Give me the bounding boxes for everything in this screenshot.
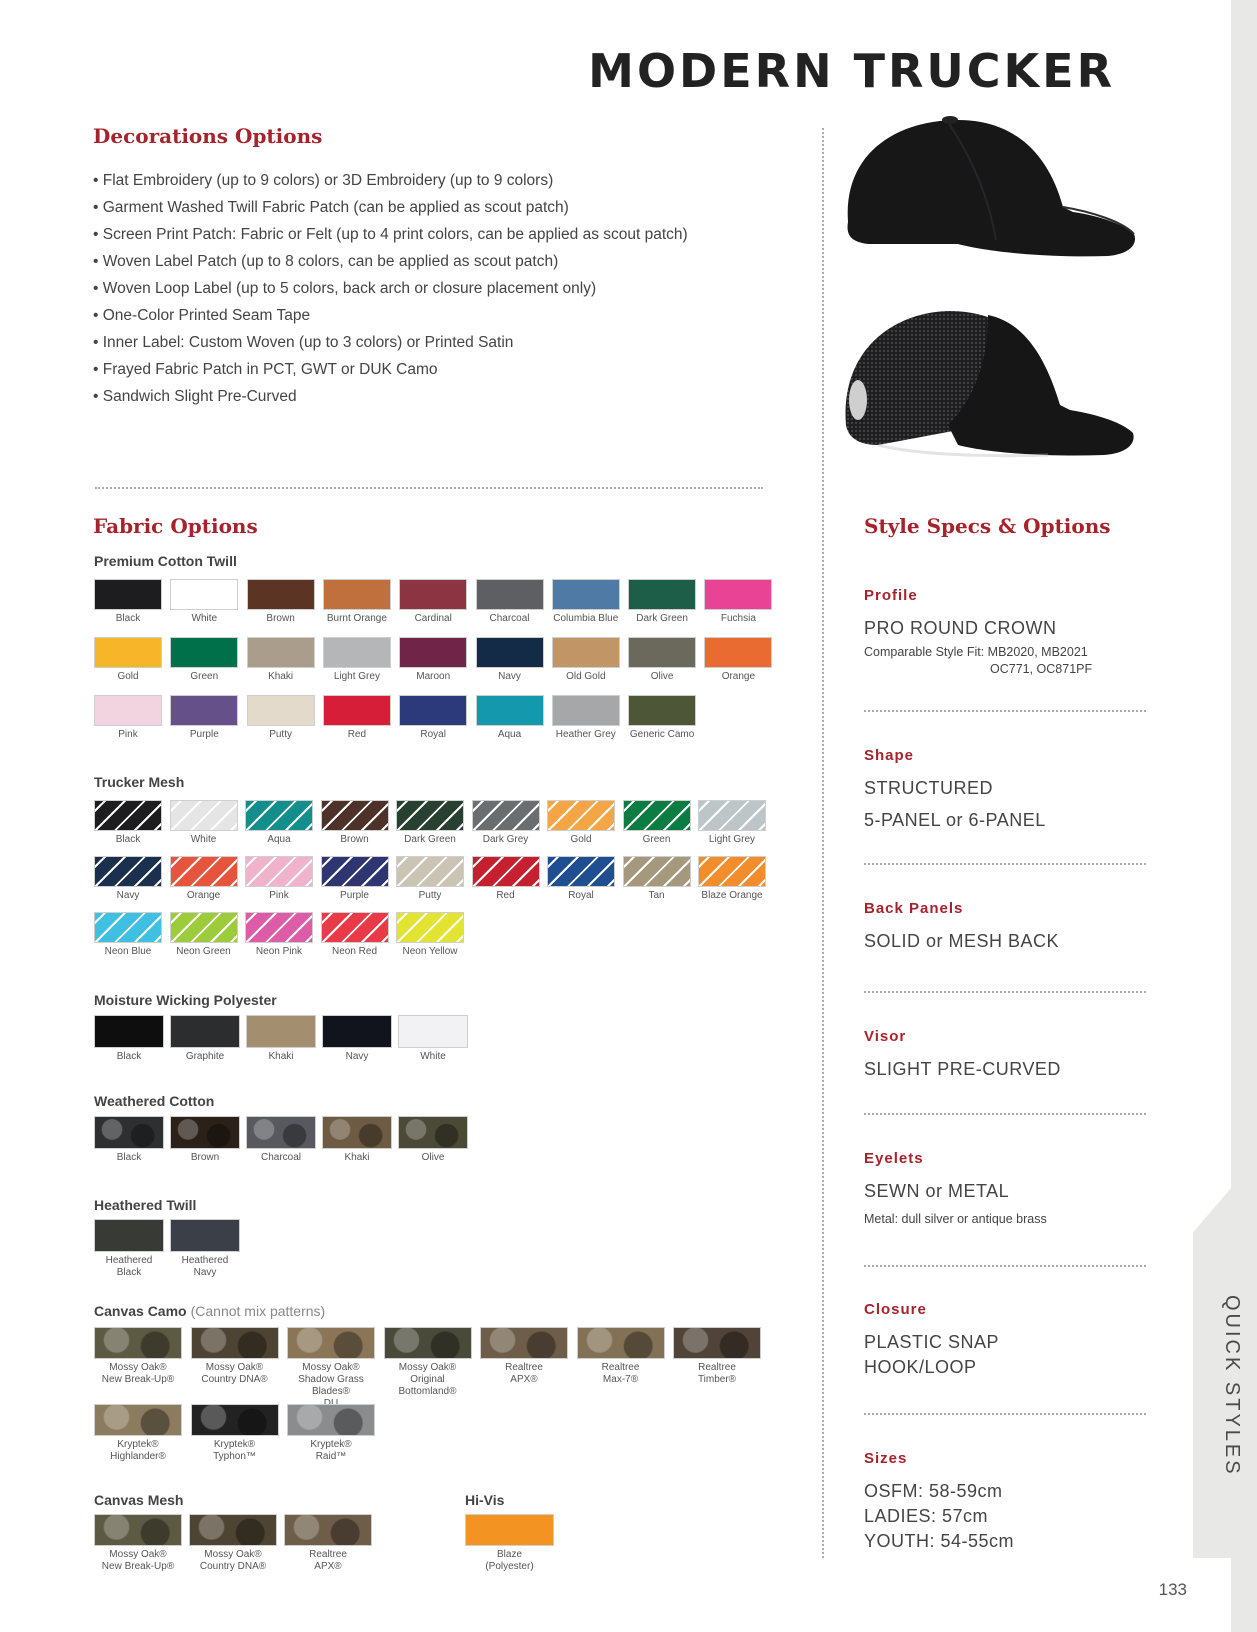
- spec-divider: [864, 1413, 1146, 1415]
- swatch-color: [94, 695, 162, 726]
- swatch-mesh: [623, 856, 691, 902]
- swatch-label: Mossy Oak® Country DNA®: [199, 1549, 267, 1572]
- swatch-color: [170, 1116, 240, 1149]
- swatch-color: [247, 579, 315, 610]
- swatch-twill: [399, 579, 467, 625]
- swatch-color: [246, 1116, 316, 1149]
- swatch-label: Dark Green: [404, 834, 456, 845]
- swatch-label: Black: [116, 1051, 142, 1062]
- swatch-color: [323, 637, 391, 668]
- swatch-mesh: [396, 856, 464, 902]
- swatch-color: [399, 695, 467, 726]
- swatch-twill: [323, 637, 391, 683]
- swatch-label: Khaki: [268, 671, 294, 682]
- swatch-color: [547, 800, 615, 831]
- swatch-mesh: [472, 856, 540, 902]
- specs-heading: Style Specs & Options: [864, 514, 1111, 538]
- swatch-label: Blaze Orange: [701, 890, 763, 901]
- swatch-twill: [552, 579, 620, 625]
- swatch-twill: [323, 695, 391, 741]
- closure-value-1: PLASTIC SNAP: [864, 1332, 1000, 1352]
- swatch-color: [94, 637, 162, 668]
- swatch-color: [623, 856, 691, 887]
- swatch-color: [94, 1116, 164, 1149]
- swatch-label: Navy: [116, 890, 140, 901]
- swatch-color: [170, 695, 238, 726]
- swatch-label: Mossy Oak® New Break-Up®: [101, 1549, 175, 1572]
- swatch-color: [321, 856, 389, 887]
- swatch-label: Heathered Black: [105, 1255, 153, 1278]
- swatch-color: [94, 856, 162, 887]
- swatch-label: Purple: [340, 890, 369, 901]
- swatch-color: [552, 695, 620, 726]
- swatch-color: [399, 579, 467, 610]
- swatch-weathered: [398, 1116, 468, 1164]
- swatch-color: [396, 912, 464, 943]
- swatch-label: Burnt Orange: [326, 613, 387, 624]
- decoration-item: • Woven Label Patch (up to 8 colors, can be applied as scout patch): [93, 253, 559, 270]
- swatch-color: [287, 1404, 375, 1436]
- swatch-twill: [552, 695, 620, 741]
- swatch-color: [170, 637, 238, 668]
- camo-note: (Cannot mix patterns): [190, 1303, 326, 1319]
- swatch-twill: [247, 579, 315, 625]
- swatch-twill: [628, 579, 696, 625]
- swatch-mesh: [321, 912, 389, 958]
- swatch-color: [170, 579, 238, 610]
- swatch-camo: [191, 1404, 279, 1463]
- eyelets-label: Eyelets: [864, 1150, 924, 1167]
- decoration-item: • Frayed Fabric Patch in PCT, GWT or DUK Camo: [93, 361, 438, 378]
- swatch-mesh: [170, 912, 238, 958]
- mesh-title: Trucker Mesh: [94, 774, 185, 790]
- swatch-color: [628, 579, 696, 610]
- swatch-twill: [170, 637, 238, 683]
- page-title: MODERN TRUCKER: [588, 44, 1115, 98]
- swatch-label: Orange: [721, 671, 756, 682]
- decorations-heading: Decorations Options: [93, 124, 323, 148]
- swatch-label: Light Grey: [708, 834, 756, 845]
- swatch-color: [245, 800, 313, 831]
- sizes-label: Sizes: [864, 1450, 908, 1467]
- swatch-label: Columbia Blue: [553, 613, 619, 624]
- sizes-value-1: OSFM: 58-59cm: [864, 1481, 1003, 1501]
- swatch-camo: [191, 1327, 279, 1386]
- camo-title: [94, 1303, 325, 1319]
- swatch-label: Royal: [420, 729, 446, 740]
- swatch-camo: [577, 1327, 665, 1386]
- decoration-item: • Sandwich Slight Pre-Curved: [93, 388, 297, 405]
- swatch-label: Generic Camo: [629, 729, 695, 740]
- swatch-color: [189, 1514, 277, 1546]
- swatch-weathered: [170, 1116, 240, 1164]
- swatch-mesh: [321, 856, 389, 902]
- swatch-camo: [94, 1327, 182, 1386]
- swatch-weathered: [246, 1116, 316, 1164]
- swatch-label: Heathered Navy: [181, 1255, 229, 1278]
- swatch-color: [94, 1514, 182, 1546]
- swatch-color: [476, 579, 544, 610]
- column-divider: [822, 128, 824, 1558]
- swatch-label: Pink: [118, 729, 138, 740]
- closure-label: Closure: [864, 1301, 927, 1318]
- swatch-color: [323, 579, 391, 610]
- swatch-label: White: [191, 613, 218, 624]
- swatch-label: White: [420, 1051, 446, 1062]
- swatch-label: Realtree APX®: [309, 1549, 347, 1572]
- decoration-item: • Inner Label: Custom Woven (up to 3 colors) or Printed Satin: [93, 334, 514, 351]
- decoration-item: • Woven Loop Label (up to 5 colors, back arch or closure placement only): [93, 280, 597, 297]
- swatch-label: Red: [347, 729, 367, 740]
- weathered-title: Weathered Cotton: [94, 1093, 215, 1109]
- profile-note-2: OC771, OC871PF: [990, 662, 1093, 676]
- swatch-label: Orange: [186, 890, 221, 901]
- swatch-label: Mossy Oak® Country DNA®: [201, 1362, 268, 1385]
- swatch-twill: [476, 579, 544, 625]
- swatch-hivis: [465, 1514, 554, 1573]
- profile-label: Profile: [864, 587, 918, 604]
- swatch-color: [94, 579, 162, 610]
- swatch-color: [704, 579, 772, 610]
- swatch-color: [384, 1327, 472, 1359]
- swatch-camo: [287, 1404, 375, 1463]
- fabric-heading: Fabric Options: [93, 514, 258, 538]
- swatch-color: [673, 1327, 761, 1359]
- swatch-poly: [398, 1015, 468, 1063]
- swatch-color: [94, 800, 162, 831]
- section-divider: [95, 487, 763, 489]
- swatch-label: Light Grey: [333, 671, 380, 682]
- swatch-label: Khaki: [344, 1152, 370, 1163]
- swatch-label: Green: [642, 834, 671, 845]
- swatch-color: [552, 579, 620, 610]
- swatch-color: [247, 637, 315, 668]
- swatch-label: Black: [115, 834, 141, 845]
- swatch-label: Olive: [650, 671, 674, 682]
- swatch-mesh: [396, 912, 464, 958]
- swatch-label: Olive: [421, 1152, 445, 1163]
- swatch-color: [322, 1015, 392, 1048]
- swatch-color: [704, 637, 772, 668]
- spec-divider: [864, 1265, 1146, 1267]
- back-panels-label: Back Panels: [864, 900, 964, 917]
- swatch-label: Neon Green: [176, 946, 231, 957]
- swatch-label: Fuchsia: [720, 613, 756, 624]
- swatch-label: Aqua: [497, 729, 522, 740]
- swatch-label: Maroon: [416, 671, 451, 682]
- swatch-label: Kryptek® Raid™: [310, 1439, 352, 1462]
- swatch-label: Neon Pink: [255, 946, 303, 957]
- swatch-label: Gold: [117, 671, 139, 682]
- swatch-color: [245, 912, 313, 943]
- swatch-mesh: [698, 800, 766, 846]
- swatch-mesh: [94, 800, 162, 846]
- swatch-color: [170, 1219, 240, 1252]
- swatch-color: [472, 856, 540, 887]
- swatch-color: [698, 800, 766, 831]
- swatch-color: [246, 1015, 316, 1048]
- page-number: 133: [1158, 1580, 1187, 1599]
- decoration-item: • Garment Washed Twill Fabric Patch (can be applied as scout patch): [93, 199, 569, 216]
- swatch-mesh: [698, 856, 766, 902]
- swatch-label: Red: [496, 890, 515, 901]
- swatch-color: [628, 695, 696, 726]
- twill-title: Premium Cotton Twill: [94, 553, 237, 569]
- decoration-item: • Screen Print Patch: Fabric or Felt (up to 4 print colors, can be applied as scout patch): [93, 226, 688, 243]
- swatch-color: [465, 1514, 554, 1546]
- swatch-color: [170, 800, 238, 831]
- swatch-heathered: [170, 1219, 240, 1279]
- swatch-label: Black: [116, 1152, 142, 1163]
- swatch-label: Mossy Oak® New Break-Up®: [101, 1362, 175, 1385]
- swatch-mesh: [396, 800, 464, 846]
- swatch-poly: [322, 1015, 392, 1063]
- swatch-color: [396, 800, 464, 831]
- swatch-color: [399, 637, 467, 668]
- swatch-color: [623, 800, 691, 831]
- swatch-mesh: [623, 800, 691, 846]
- swatch-label: Gold: [570, 834, 592, 845]
- back-panels-value: SOLID or MESH BACK: [864, 931, 1060, 951]
- decoration-item: • Flat Embroidery (up to 9 colors) or 3D Embroidery (up to 9 colors): [93, 172, 554, 189]
- swatch-twill: [704, 637, 772, 683]
- swatch-label: Navy: [498, 671, 521, 682]
- swatch-twill: [476, 637, 544, 683]
- eyelets-value: SEWN or METAL: [864, 1181, 1010, 1201]
- swatch-color: [476, 637, 544, 668]
- swatch-twill: [94, 695, 162, 741]
- swatch-mesh: [245, 856, 313, 902]
- swatch-mesh: [547, 800, 615, 846]
- swatch-canvas_mesh: [189, 1514, 277, 1573]
- swatch-color: [94, 1327, 182, 1359]
- profile-note: Comparable Style Fit: MB2020, MB2021: [864, 645, 1088, 659]
- heathered-title: Heathered Twill: [94, 1197, 197, 1213]
- swatch-color: [472, 800, 540, 831]
- swatch-color: [191, 1327, 279, 1359]
- swatch-mesh: [170, 800, 238, 846]
- swatch-label: Realtree Timber®: [697, 1362, 737, 1385]
- swatch-color: [698, 856, 766, 887]
- swatch-twill: [704, 579, 772, 625]
- swatch-label: Pink: [269, 890, 289, 901]
- swatch-camo: [287, 1327, 375, 1410]
- swatch-twill: [552, 637, 620, 683]
- swatch-color: [322, 1116, 392, 1149]
- swatch-color: [552, 637, 620, 668]
- sizes-value-2: LADIES: 57cm: [864, 1506, 989, 1526]
- swatch-label: Putty: [418, 890, 442, 901]
- swatch-weathered: [94, 1116, 164, 1164]
- swatch-poly: [94, 1015, 164, 1063]
- swatch-color: [94, 1219, 164, 1252]
- swatch-label: Black: [115, 613, 141, 624]
- swatch-label: Green: [190, 671, 219, 682]
- swatch-mesh: [547, 856, 615, 902]
- swatch-color: [323, 695, 391, 726]
- swatch-color: [480, 1327, 568, 1359]
- swatch-label: Kryptek® Highlander®: [110, 1439, 166, 1462]
- profile-value: PRO ROUND CROWN: [864, 618, 1057, 638]
- swatch-mesh: [94, 912, 162, 958]
- swatch-label: Blaze (Polyester): [485, 1549, 534, 1572]
- shape-value-1: STRUCTURED: [864, 778, 993, 798]
- swatch-color: [247, 695, 315, 726]
- spec-divider: [864, 1113, 1146, 1115]
- swatch-label: Putty: [269, 729, 292, 740]
- swatch-twill: [94, 637, 162, 683]
- swatch-label: Charcoal: [489, 613, 530, 624]
- swatch-color: [398, 1015, 468, 1048]
- swatch-camo: [673, 1327, 761, 1386]
- spec-divider: [864, 863, 1146, 865]
- visor-value: SLIGHT PRE-CURVED: [864, 1059, 1061, 1079]
- swatch-mesh: [472, 800, 540, 846]
- swatch-label: Navy: [345, 1051, 369, 1062]
- hivis-title: Hi-Vis: [465, 1492, 505, 1508]
- swatch-label: Royal: [568, 890, 594, 901]
- swatch-label: Neon Yellow: [402, 946, 458, 957]
- swatch-color: [321, 800, 389, 831]
- swatch-twill: [170, 579, 238, 625]
- swatch-color: [547, 856, 615, 887]
- swatch-mesh: [245, 800, 313, 846]
- swatch-label: Charcoal: [260, 1152, 302, 1163]
- swatch-label: Khaki: [268, 1051, 294, 1062]
- swatch-color: [170, 856, 238, 887]
- swatch-camo: [94, 1404, 182, 1463]
- swatch-label: Brown: [340, 834, 369, 845]
- swatch-label: Mossy Oak® Original Bottomland®: [398, 1362, 457, 1397]
- swatch-label: Graphite: [185, 1051, 225, 1062]
- swatch-twill: [628, 695, 696, 741]
- swatch-twill: [476, 695, 544, 741]
- swatch-twill: [323, 579, 391, 625]
- swatch-label: Neon Blue: [104, 946, 152, 957]
- decorations-list: [93, 170, 773, 413]
- swatch-color: [577, 1327, 665, 1359]
- swatch-color: [191, 1404, 279, 1436]
- swatch-poly: [246, 1015, 316, 1063]
- swatch-twill: [399, 637, 467, 683]
- swatch-canvas_mesh: [284, 1514, 372, 1573]
- swatch-heathered: [94, 1219, 164, 1279]
- swatch-color: [628, 637, 696, 668]
- poly-title: Moisture Wicking Polyester: [94, 992, 277, 1008]
- swatch-label: Cardinal: [414, 613, 452, 624]
- shape-value-2: 5-PANEL or 6-PANEL: [864, 810, 1046, 830]
- cap-mesh-back-image: [838, 305, 1138, 475]
- swatch-twill: [628, 637, 696, 683]
- swatch-canvas_mesh: [94, 1514, 182, 1573]
- eyelets-note: Metal: dull silver or antique brass: [864, 1212, 1047, 1226]
- swatch-label: Purple: [189, 729, 219, 740]
- swatch-color: [287, 1327, 375, 1359]
- swatch-mesh: [245, 912, 313, 958]
- swatch-mesh: [170, 856, 238, 902]
- swatch-twill: [170, 695, 238, 741]
- swatch-label: Aqua: [267, 834, 291, 845]
- swatch-color: [321, 912, 389, 943]
- swatch-color: [94, 912, 162, 943]
- swatch-twill: [94, 579, 162, 625]
- swatch-color: [476, 695, 544, 726]
- cap-solid-back-image: [838, 112, 1138, 272]
- swatch-label: Heather Grey: [555, 729, 616, 740]
- visor-label: Visor: [864, 1028, 907, 1045]
- swatch-label: Neon Red: [331, 946, 378, 957]
- swatch-label: Mossy Oak® Shadow Grass Blades®: [298, 1362, 364, 1397]
- swatch-color: [398, 1116, 468, 1149]
- closure-value-2: HOOK/LOOP: [864, 1357, 977, 1377]
- swatch-mesh: [321, 800, 389, 846]
- swatch-color: [170, 1015, 240, 1048]
- swatch-label: Kryptek® Typhon™: [213, 1439, 256, 1462]
- swatch-label: Brown: [266, 613, 295, 624]
- swatch-camo: [384, 1327, 472, 1398]
- swatch-color: [170, 912, 238, 943]
- swatch-camo: [480, 1327, 568, 1386]
- swatch-label: White: [190, 834, 217, 845]
- spec-divider: [864, 991, 1146, 993]
- swatch-label: Dark Green: [636, 613, 688, 624]
- side-tab-label: QUICK STYLES: [1221, 1295, 1243, 1477]
- swatch-weathered: [322, 1116, 392, 1164]
- swatch-label: Tan: [648, 890, 665, 901]
- swatch-twill: [399, 695, 467, 741]
- swatch-mesh: [94, 856, 162, 902]
- swatch-label: Old Gold: [566, 671, 606, 682]
- swatch-label: Realtree Max-7®: [601, 1362, 640, 1385]
- swatch-label: Dark Grey: [482, 834, 529, 845]
- spec-divider: [864, 710, 1146, 712]
- swatch-twill: [247, 695, 315, 741]
- swatch-label: Realtree APX®: [505, 1362, 543, 1385]
- shape-label: Shape: [864, 747, 915, 764]
- swatch-color: [94, 1404, 182, 1436]
- decoration-item: • One-Color Printed Seam Tape: [93, 307, 311, 324]
- sizes-value-3: YOUTH: 54-55cm: [864, 1531, 1015, 1551]
- swatch-poly: [170, 1015, 240, 1063]
- canvas-mesh-title: Canvas Mesh: [94, 1492, 184, 1508]
- swatch-color: [396, 856, 464, 887]
- swatch-label: Brown: [190, 1152, 220, 1163]
- swatch-color: [94, 1015, 164, 1048]
- swatch-twill: [247, 637, 315, 683]
- swatch-color: [284, 1514, 372, 1546]
- swatch-color: [245, 856, 313, 887]
- camo-title-text: Canvas Camo: [94, 1303, 187, 1319]
